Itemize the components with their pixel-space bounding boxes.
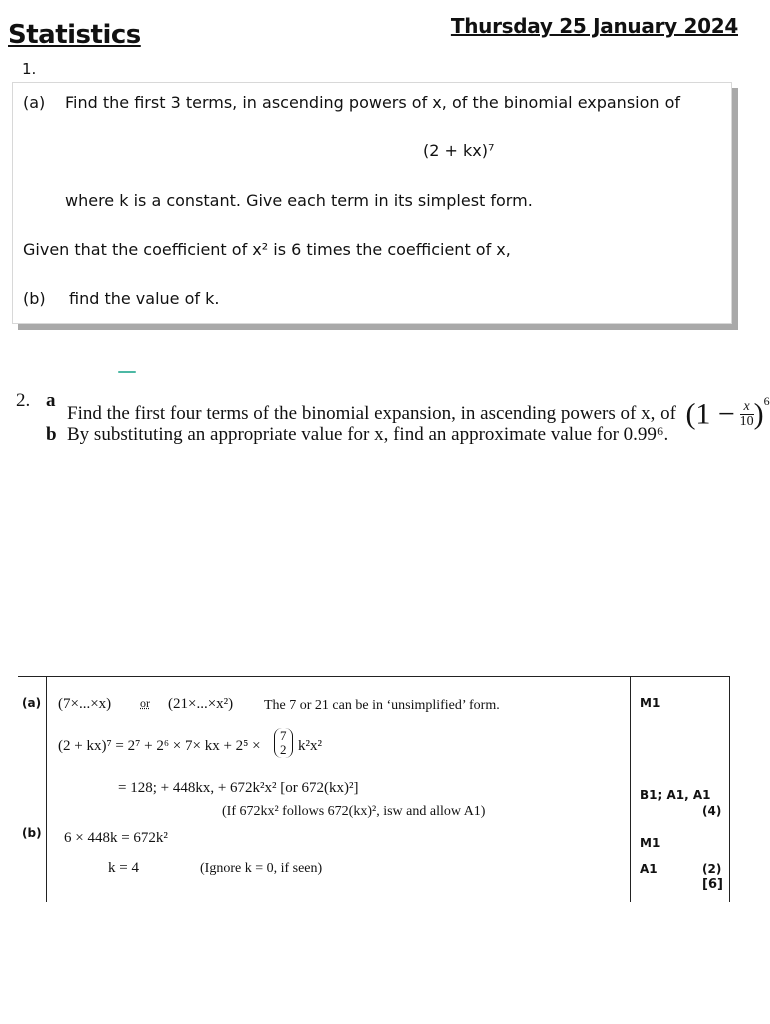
q2-part-a-label: a [46,390,56,411]
q1-expression: (2 + kx)⁷ [423,141,495,160]
date-heading: Thursday 25 January 2024 [450,14,738,38]
q1-part-a-text: Find the first 3 terms, in ascending powers of x, of the binomial expansion of [65,93,681,112]
ms-line2-tail: k²x² [298,738,322,754]
q2-part-b-text: By substituting an appropriate value for x, find an approximate value for 0.99⁶. [67,424,669,445]
table-divider-marks [630,676,631,902]
ms-line2-binomial [274,728,293,758]
ms-line6-expr: k = 4 [108,860,139,876]
ms-line1-expr2: (21×...×x²) [168,696,234,712]
question-2 [16,382,770,450]
q1-part-b-label: (b) [23,289,46,308]
q2-part-a-text: Find the first four terms of the binomial expansion, in ascending powers of x, of [67,403,676,424]
ms-line6-total: (2) [702,862,722,876]
q1-part-a-label: (a) [23,93,46,112]
q1-constant-note: where k is a constant. Give each term in its simplest form. [65,191,533,210]
page-title: Statistics [8,20,141,50]
q2-frac-denominator: 10 [739,414,754,430]
q1-part-b-text: find the value of k. [69,289,220,308]
q1-given-statement: Given that the coefficient of x² is 6 times the coefficient of x, [23,240,511,259]
ms-part-b-label: (b) [22,826,42,840]
ms-line3-marks: B1; A1, A1 [640,788,711,802]
mark-scheme-table [18,676,730,902]
ms-line4-total: (4) [702,804,722,818]
table-divider-left [46,676,47,902]
ms-part-a-label: (a) [22,696,42,710]
ms-line6-note: (Ignore k = 0, if seen) [200,861,323,876]
ms-line1-or: or [140,696,150,710]
table-top-border [18,676,730,677]
ms-line5-expr: 6 × 448k = 672k² [64,830,168,846]
ms-line1-mark: M1 [640,696,661,710]
table-divider-right [729,676,730,902]
q2-expr-open: (1 − [685,397,735,431]
ms-line3-expr: = 128; + 448kx, + 672k²x² [or 672(kx)²] [118,780,359,796]
ms-line1-note: The 7 or 21 can be in ‘unsimplified’ form. [264,698,500,713]
ms-line6-mark: A1 [640,862,658,876]
q2-part-b-label: b [46,424,57,445]
ms-line5-mark: M1 [640,836,661,850]
decorative-mark [118,371,136,373]
binom-bottom: 2 [280,742,287,757]
q2-number: 2. [16,390,31,411]
question-1-box [12,82,732,324]
q2-expr-close: ) [753,397,764,431]
ms-line4-note: (If 672kx² follows 672(kx)², isw and allow A1) [222,804,486,819]
binomial-coefficient [274,728,293,758]
question-1-number: 1. [22,60,37,78]
ms-grand-total: [6] [702,877,723,892]
q2-power: 6 [763,394,770,408]
ms-line1-expr: (7×...×x) [58,696,112,712]
binom-top: 7 [280,728,287,743]
ms-line2-expr: (2 + kx)⁷ = 2⁷ + 2⁶ × 7× kx + 2⁵ × [58,738,261,754]
q2-frac-numerator: x [740,400,754,415]
